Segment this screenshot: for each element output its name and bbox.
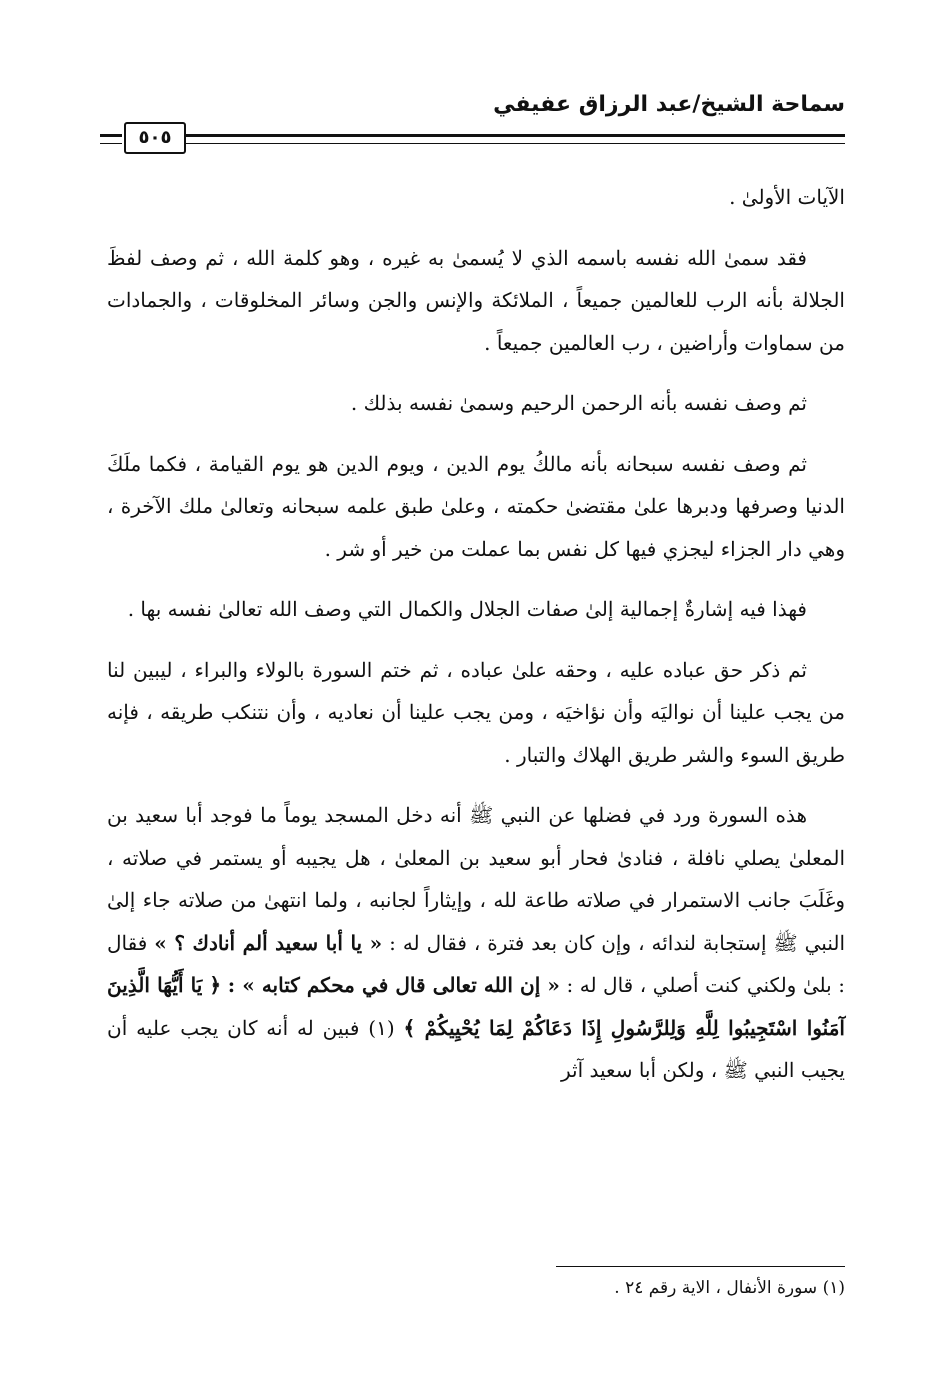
paragraph-7 [107,794,845,1092]
paragraph-3: ثم وصف نفسه بأنه الرحمن الرحيم وسمىٰ نفسه بذلك . [350,391,807,415]
header-rule [185,134,845,144]
paragraph-7-part-c: فقال : بلىٰ ولكني كنت أصلي ، قال له : [107,930,845,997]
quran-verse: ﴿ يَا أَيُّهَا الَّذِينَ آمَنُوا اسْتَجِيبُوا لِلَّهِ وَلِلرَّسُولِ إِذَا دَعَاكُمْ لِمَا يُحْيِيكُمْ ﴾ [107,973,845,1040]
page-header [100,92,845,162]
header-rule-left [100,134,122,144]
paragraph-6: ثم ذكر حق عباده عليه ، وحقه علىٰ عباده ، ثم ختم السورة بالولاء والبراء ، ليبين لنا من يجب علينا أن نواليَه وأن نؤاخيَه ، ومن يجب علينا أن نعاديه ، وأن نتنكب طريقه ، فإنه طريق السوء والشر طريق الهلاك والتبار . [107,657,845,767]
paragraph-7-part-a: هذه السورة ورد في فضلها عن النبي ﷺ أنه دخل المسجد يوماً ما فوجد أبا سعيد بن المعلىٰ يصلي نافلة ، فنادىٰ فحار أبو سعيد بن المعلىٰ ، هل يجيبه أو يستمر في صلاته ، وغَلَبَ جانب الاستمرار في صلاته طاعة لله ، وإيثاراً لجانبه ، ولما انتهىٰ من صلاته جاء إلىٰ النبي ﷺ إستجابة لندائه ، وإن كان بعد فترة ، فقال له : [107,803,845,955]
paragraph-7-part-f: (١) فبين له أنه كان يجب عليه أن يجيب النبي ﷺ ، ولكن أبا سعيد آثر [107,1015,845,1082]
page-body [107,176,845,1110]
footnote: (١) سورة الأنفال ، الاية رقم ٢٤ . [614,1278,845,1298]
running-title: سماحة الشيخ/عبد الرزاق عفيفي [493,92,845,117]
hadith-quote-2: « إن الله تعالى قال في محكم كتابه » : [227,973,560,997]
paragraph-1: الآيات الأولىٰ . [729,185,845,209]
hadith-quote-1: « يا أبا سعيد ألم أنادك ؟ » [154,930,383,955]
paragraph-2: فقد سمىٰ الله نفسه باسمه الذي لا يُسمىٰ به غيره ، وهو كلمة الله ، ثم وصف لفظَ الجلالة بأنه الرب للعالمين جميعاً ، الملائكة والإنس والجن وسائر المخلوقات ، والجمادات من سماوات وأراضين ، رب العالمين جميعاً . [107,245,845,355]
paragraph-4: ثم وصف نفسه سبحانه بأنه مالكُ يوم الدين ، ويوم الدين هو يوم القيامة ، فكما ملَكَ الدنيا وصرفها ودبرها علىٰ مقتضىٰ حكمته ، وعلىٰ طبق علمه سبحانه وتعالىٰ ملك الآخرة ، وهي دار الجزاء ليجزي فيها كل نفس بما عملت من خير أو شر . [107,451,845,561]
footnote-divider [556,1266,845,1267]
paragraph-5: فهذا فيه إشارةٌ إجمالية إلىٰ صفات الجلال والكمال التي وصف الله تعالىٰ نفسه بها . [127,597,807,621]
page-number: ٥٠٥ [124,122,186,154]
